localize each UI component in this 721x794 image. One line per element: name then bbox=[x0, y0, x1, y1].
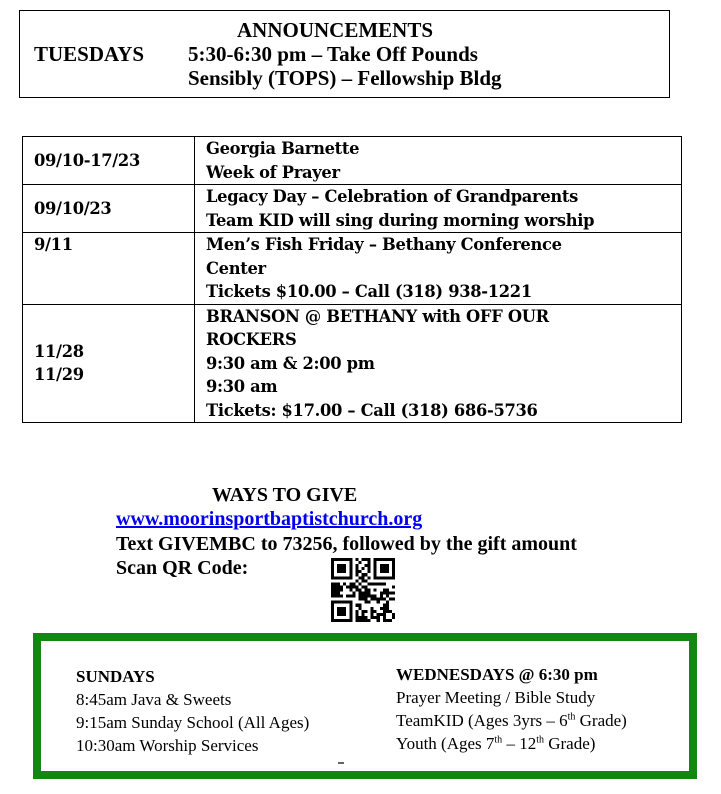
detail-line: Tickets: $17.00 – Call (318) 686-5736 bbox=[206, 400, 538, 420]
date-line: 09/10-17/23 bbox=[34, 150, 140, 170]
events-table bbox=[22, 136, 682, 423]
event-row bbox=[23, 185, 682, 233]
detail-line: 9:30 am bbox=[206, 377, 278, 396]
detail-line: Men’s Fish Friday – Bethany Conference bbox=[206, 235, 562, 254]
detail-line: Week of Prayer bbox=[206, 162, 340, 182]
wednesdays-section bbox=[396, 663, 627, 755]
wednesdays-title: WEDNESDAYS @ 6:30 pm bbox=[396, 665, 598, 684]
event-details bbox=[195, 137, 682, 185]
event-row bbox=[23, 137, 682, 185]
sunday-item: 8:45am Java & Sweets bbox=[76, 690, 232, 709]
announcements-title: ANNOUNCEMENTS bbox=[237, 18, 434, 42]
event-date bbox=[23, 185, 195, 233]
detail-line: Team KID will sing during morning worship bbox=[206, 210, 595, 230]
event-date bbox=[23, 137, 195, 185]
date-line: 09/10/23 bbox=[34, 198, 112, 218]
detail-line: 9:30 am & 2:00 pm bbox=[206, 353, 375, 373]
detail-line: Legacy Day – Celebration of Grandparents bbox=[206, 187, 579, 206]
wednesday-item: Youth (Ages 7th – 12th Grade) bbox=[396, 734, 596, 753]
event-row bbox=[23, 304, 682, 423]
scan-qr-label: Scan QR Code: bbox=[116, 557, 249, 579]
detail-line: Georgia Barnette bbox=[206, 139, 360, 158]
tops-line1: 5:30-6:30 pm – Take Off Pounds bbox=[188, 42, 478, 66]
tops-line2: Sensibly (TOPS) – Fellowship Bldg bbox=[188, 66, 502, 90]
schedule-box bbox=[33, 633, 697, 779]
sundays-section bbox=[76, 665, 309, 757]
give-title: WAYS TO GIVE bbox=[212, 484, 358, 506]
event-date bbox=[23, 233, 195, 305]
detail-line: Tickets $10.00 – Call (318) 938-1221 bbox=[206, 282, 532, 301]
sunday-item: 9:15am Sunday School (All Ages) bbox=[76, 713, 310, 732]
sunday-item: 10:30am Worship Services bbox=[76, 736, 259, 755]
sundays-title: SUNDAYS bbox=[76, 667, 155, 686]
event-details bbox=[195, 304, 682, 423]
detail-line: Center bbox=[206, 258, 266, 278]
event-details bbox=[195, 185, 682, 233]
detail-line: BRANSON @ BETHANY with OFF OUR bbox=[206, 306, 549, 326]
detail-line: ROCKERS bbox=[206, 330, 297, 349]
text-give-line: Text GIVEMBC to 73256, followed by the gift amount bbox=[116, 533, 577, 555]
wednesday-item: TeamKID (Ages 3yrs – 6th Grade) bbox=[396, 711, 627, 730]
qr-code-icon[interactable] bbox=[328, 558, 398, 622]
tuesdays-label: TUESDAYS bbox=[34, 42, 145, 66]
announcements-box bbox=[19, 10, 670, 98]
dash-mark bbox=[338, 762, 344, 764]
event-date bbox=[23, 304, 195, 423]
event-details bbox=[195, 233, 682, 305]
date-line: 9/11 bbox=[34, 235, 73, 254]
date-line: 11/29 bbox=[34, 365, 84, 385]
event-row bbox=[23, 233, 682, 305]
church-website-link[interactable]: www.moorinsportbaptistchurch.org bbox=[116, 508, 423, 530]
date-line: 11/28 bbox=[34, 341, 84, 361]
wednesday-item: Prayer Meeting / Bible Study bbox=[396, 688, 596, 707]
